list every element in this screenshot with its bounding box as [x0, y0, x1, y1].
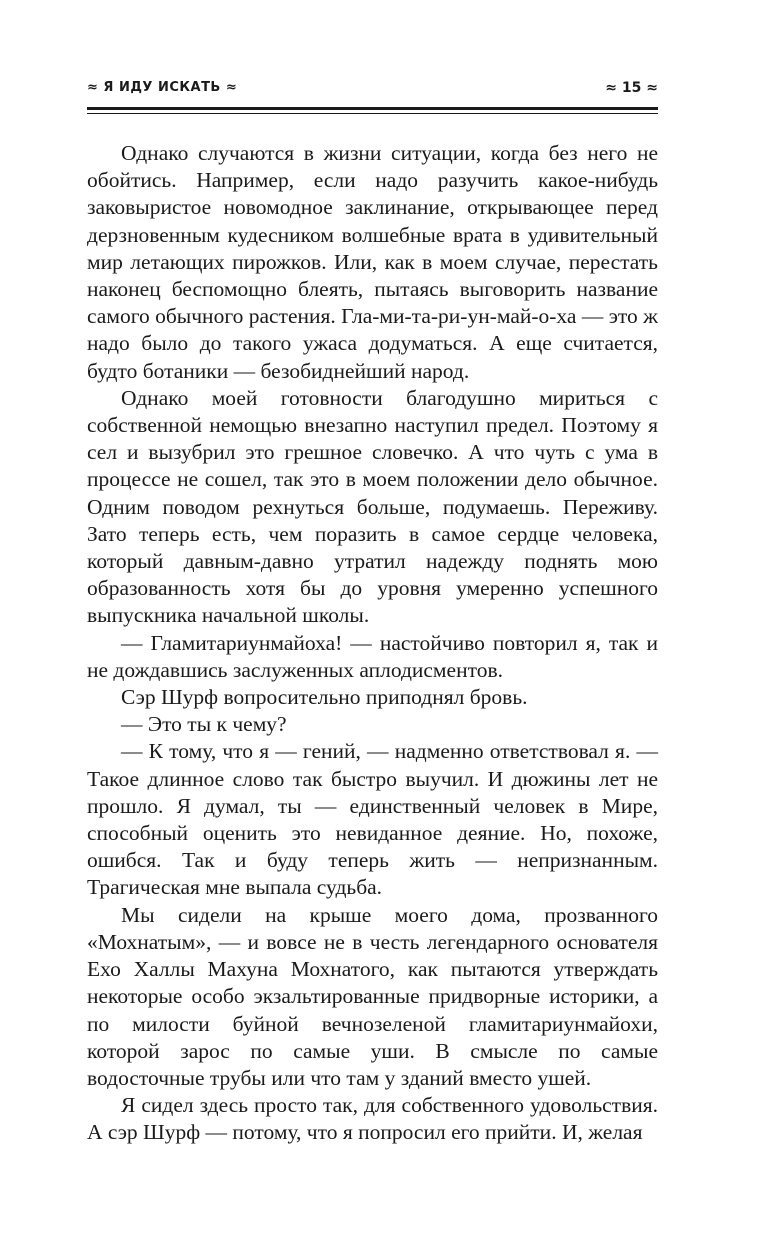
- paragraph: Я сидел здесь просто так, для собственного удовольствия. А сэр Шурф — потому, что я попросил его прийти. И, желая: [87, 1093, 658, 1145]
- running-title: ≈ Я ИДУ ИСКАТЬ ≈: [87, 80, 238, 95]
- paragraph: Сэр Шурф вопросительно приподнял бровь.: [121, 685, 528, 710]
- body-text: [87, 140, 658, 1147]
- paragraph: Мы сидели на крыше моего дома, прозванного «Мохнатым», — и вовсе не в честь легендарного основателя Ехо Халлы Махуна Мохнатого, как пытаются утверждать некоторые особо экзальтированные придворные историки, а по милости буйной вечнозеленой гламитариунмайохи, которой зарос по самые уши. В смысле по самые водосточные трубы или что там у зданий вместо ушей.: [87, 902, 658, 1090]
- paragraph: — Это ты к чему?: [121, 712, 287, 737]
- running-head: [87, 80, 658, 102]
- paragraph: Однако случаются в жизни ситуации, когда без него не обойтись. Например, если надо разучить какое-нибудь заковыристое новомодное заклинание, открывающее перед дерзновенным кудесником волшебные врата в удивительный мир летающих пирожков. Или, как в моем случае, перестать наконец беспомощно блеять, пытаясь выговорить название самого обычного растения. Гла-ми-та-ри-ун-май-о-ха — это ж надо было до такого ужаса додуматься. А еще считается, будто ботаники — безобиднейший народ.: [87, 141, 659, 383]
- paragraph: Однако моей готовности благодушно мириться с собственной немощью внезапно наступил предел. Поэтому я сел и вызубрил это грешное словечко. А что чуть с ума в процессе не сошел, так это в моем положении дело обычное. Одним поводом рехнуться больше, подумаешь. Переживу. Зато теперь есть, чем поразить в самое сердце человека, который давным-давно утратил надежду поднять мою образованность хотя бы до уровня умеренно успешного выпускника начальной школы.: [87, 385, 658, 628]
- paragraph: — К тому, что я — гений, — надменно ответствовал я. — Такое длинное слово так быстро выучил. И дюжины лет не прошло. Я думал, ты — единственный человек в Мире, способный оценить это невиданное деяние. Но, похоже, ошибся. Так и буду теперь жить — непризнанным. Трагическая мне выпала судьба.: [87, 739, 658, 900]
- page-number: ≈ 15 ≈: [605, 80, 658, 96]
- header-rule-thick: [87, 107, 658, 110]
- paragraph: — Гламитариунмайоха! — настойчиво повторил я, так и не дождавшись заслуженных аплодисментов.: [87, 630, 658, 682]
- header-rule-thin: [87, 113, 658, 114]
